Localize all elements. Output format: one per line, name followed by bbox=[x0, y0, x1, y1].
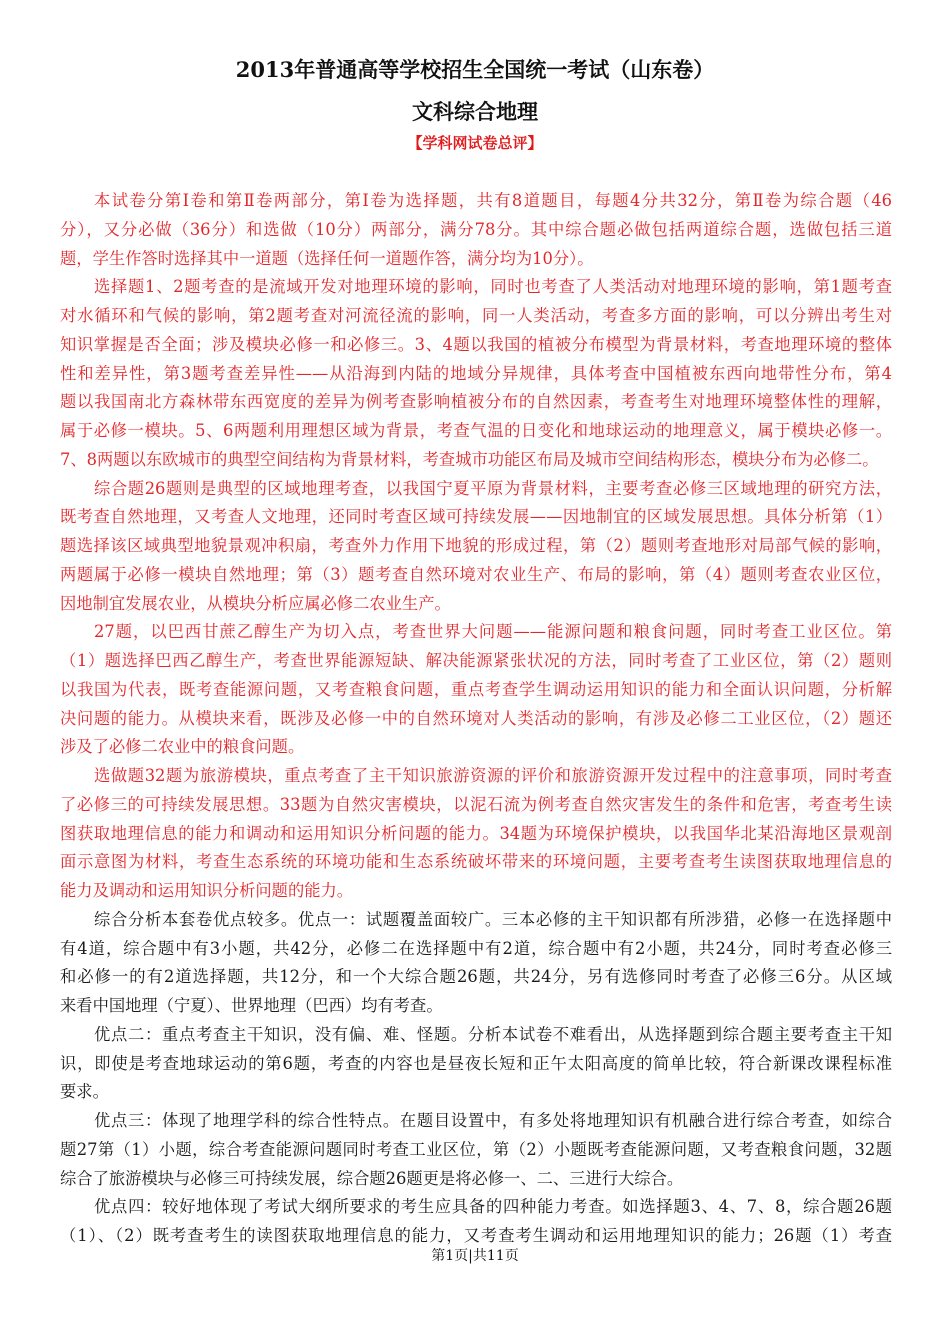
text-line: 知识掌握是否全面；涉及模块必修一和必修三。3、4题以我国的植被分布模型为背景材料，考查地理环境的整体 bbox=[60, 334, 892, 354]
text-line: 图获取地理信息的能力和调动和运用知识分析问题的能力。34题为环境保护模块，以我国华北某沿海地区景观剖 bbox=[60, 823, 892, 843]
text-line: 优点四：较好地体现了考试大纲所要求的考生应具备的四种能力考查。如选择题3、4、7、8，综合题26题 bbox=[94, 1197, 892, 1217]
text-line: 以我国为代表，既考查能源问题，又考查粮食问题，重点考查学生调动运用知识的能力和全面认识问题，分析解 bbox=[60, 679, 892, 699]
text-line: 既考查自然地理，又考查人文地理，还同时考查区域可持续发展——因地制宜的区域发展思想。具体分析第（1） bbox=[60, 507, 892, 527]
text-line: 有4道，综合题中有3小题，共42分，必修二在选择题中有2道，综合题中有2小题，共24分，同时考查必修三 bbox=[60, 938, 892, 958]
text-line: 涉及了必修二农业中的粮食问题。 bbox=[60, 737, 305, 757]
text-line: 本试卷分第Ⅰ卷和第Ⅱ卷两部分，第Ⅰ卷为选择题，共有8道题目，每题4分共32分，第Ⅱ卷为综合题（46 bbox=[94, 191, 892, 210]
text-line: 了必修三的可持续发展思想。33题为自然灾害模块，以泥石流为例考查自然灾害发生的条件和危害，考查考生读 bbox=[60, 794, 892, 814]
document-title: 2013年普通高等学校招生全国统一考试（山东卷） bbox=[235, 57, 715, 82]
text-line: 优点二：重点考查主干知识，没有偏、难、怪题。分析本试卷不难看出，从选择题到综合题主要考查主干知 bbox=[94, 1024, 892, 1044]
text-line: 27题，以巴西甘蔗乙醇生产为切入点，考查世界大问题——能源问题和粮食问题，同时考查工业区位。第 bbox=[94, 622, 892, 642]
paragraph bbox=[60, 187, 892, 273]
text-line: 性和差异性，第3题考查差异性——从沿海到内陆的地域分异规律，具体考查中国植被东西向地带性分布，第4 bbox=[60, 363, 892, 383]
paragraph bbox=[60, 762, 892, 906]
text-line: 因地制宜发展农业，从模块分析应属必修二农业生产。 bbox=[60, 593, 451, 613]
text-line: 综合分析本套卷优点较多。优点一：试题覆盖面较广。三本必修的主干知识都有所涉猎，必修一在选择题中 bbox=[94, 909, 892, 929]
text-line: 选做题32题为旅游模块，重点考查了主干知识旅游资源的评价和旅游资源开发过程中的注意事项，同时考查 bbox=[94, 766, 892, 785]
paragraph bbox=[60, 618, 892, 762]
text-line: （1）、（2）既考查考生的读图获取地理信息的能力，又考查考生调动和运用地理知识的能力；26题（1）考查 bbox=[60, 1226, 892, 1245]
document-subtitle: 文科综合地理 bbox=[412, 99, 538, 124]
text-line: 7、8两题以东欧城市的典型空间结构为背景材料，考查城市功能区布局及城市空间结构形态，模块分布为必修二。 bbox=[60, 449, 879, 469]
text-line: 题27第（1）小题，综合考查能源问题同时考查工业区位，第（2）小题既考查能源问题，又考查粮食问题，32题 bbox=[60, 1139, 892, 1159]
page-number: 第1页|共11页 bbox=[431, 1248, 519, 1264]
paragraph bbox=[60, 1021, 892, 1107]
text-line: 综合了旅游模块与必修三可持续发展，综合题26题更是将必修一、二、三进行大综合。 bbox=[60, 1168, 684, 1188]
text-line: 决问题的能力。从模块来看，既涉及必修一中的自然环境对人类活动的影响，有涉及必修二工业区位，（2）题还 bbox=[60, 708, 892, 728]
text-line: 属于必修一模块。5、6两题利用理想区域为背景，考查气温的日变化和地球运动的地理意义，属于模块必修一。 bbox=[60, 421, 892, 440]
text-line: 对水循环和气候的影响，第2题考查对河流径流的影响，同一人类活动，考查多方面的影响，可以分辨出考生对 bbox=[60, 306, 892, 325]
text-line: 优点三：体现了地理学科的综合性特点。在题目设置中，有多处将地理知识有机融合进行综合考查，如综合 bbox=[94, 1111, 892, 1130]
text-line: 分），又分必做（36分）和选做（10分）两部分，满分78分。其中综合题必做包括两道综合题，选做包括三道 bbox=[60, 219, 892, 239]
text-line: 面示意图为材料，考查生态系统的环境功能和生态系统破坏带来的环境问题，主要考查考生读图获取地理信息的 bbox=[60, 852, 892, 872]
text-line: 两题属于必修一模块自然地理；第（3）题考查自然环境对农业生产、布局的影响，第（4）题则考查农业区位， bbox=[60, 564, 892, 584]
paragraph bbox=[60, 1107, 892, 1193]
paragraph bbox=[60, 1193, 892, 1251]
text-line: 选择题1、2题考查的是流域开发对地理环境的影响，同时也考查了人类活动对地理环境的影响，第1题考查 bbox=[94, 277, 892, 297]
text-line: 题选择该区域典型地貌景观冲积扇，考查外力作用下地貌的形成过程，第（2）题则考查地形对局部气候的影响， bbox=[60, 536, 892, 555]
text-line: 题以我国南北方森林带东西宽度的差异为例考查影响植被分布的自然因素，考查考生对地理环境整体性的理解， bbox=[60, 392, 892, 412]
text-line: 和必修一的有2道选择题，共12分，和一个大综合题26题，共24分，另有选修同时考查了必修三6分。从区域 bbox=[60, 967, 892, 987]
text-line: 能力及调动和运用知识分析问题的能力。 bbox=[60, 881, 354, 900]
paragraph bbox=[60, 906, 892, 1021]
text-line: 识，即使是考查地球运动的第6题，考查的内容也是昼夜长短和正午太阳高度的简单比较，符合新课改课程标准 bbox=[60, 1053, 892, 1073]
text-line: （1）题选择巴西乙醇生产，考查世界能源短缺、解决能源紧张状况的方法，同时考查了工业区位，第（2）题则 bbox=[60, 651, 892, 670]
text-line: 来看中国地理（宁夏）、世界地理（巴西）均有考查。 bbox=[60, 996, 443, 1015]
document-body bbox=[60, 187, 892, 1251]
text-line: 综合题26题则是典型的区域地理考查，以我国宁夏平原为背景材料，主要考查必修三区域地理的研究方法， bbox=[94, 478, 892, 498]
text-line: 题，学生作答时选择其中一道题（选择任何一道题作答，满分均为10分）。 bbox=[60, 248, 594, 268]
text-line: 要求。 bbox=[60, 1082, 109, 1102]
review-tag: 【学科网试卷总评】 bbox=[407, 134, 543, 152]
paragraph bbox=[60, 475, 892, 619]
paragraph bbox=[60, 273, 892, 474]
